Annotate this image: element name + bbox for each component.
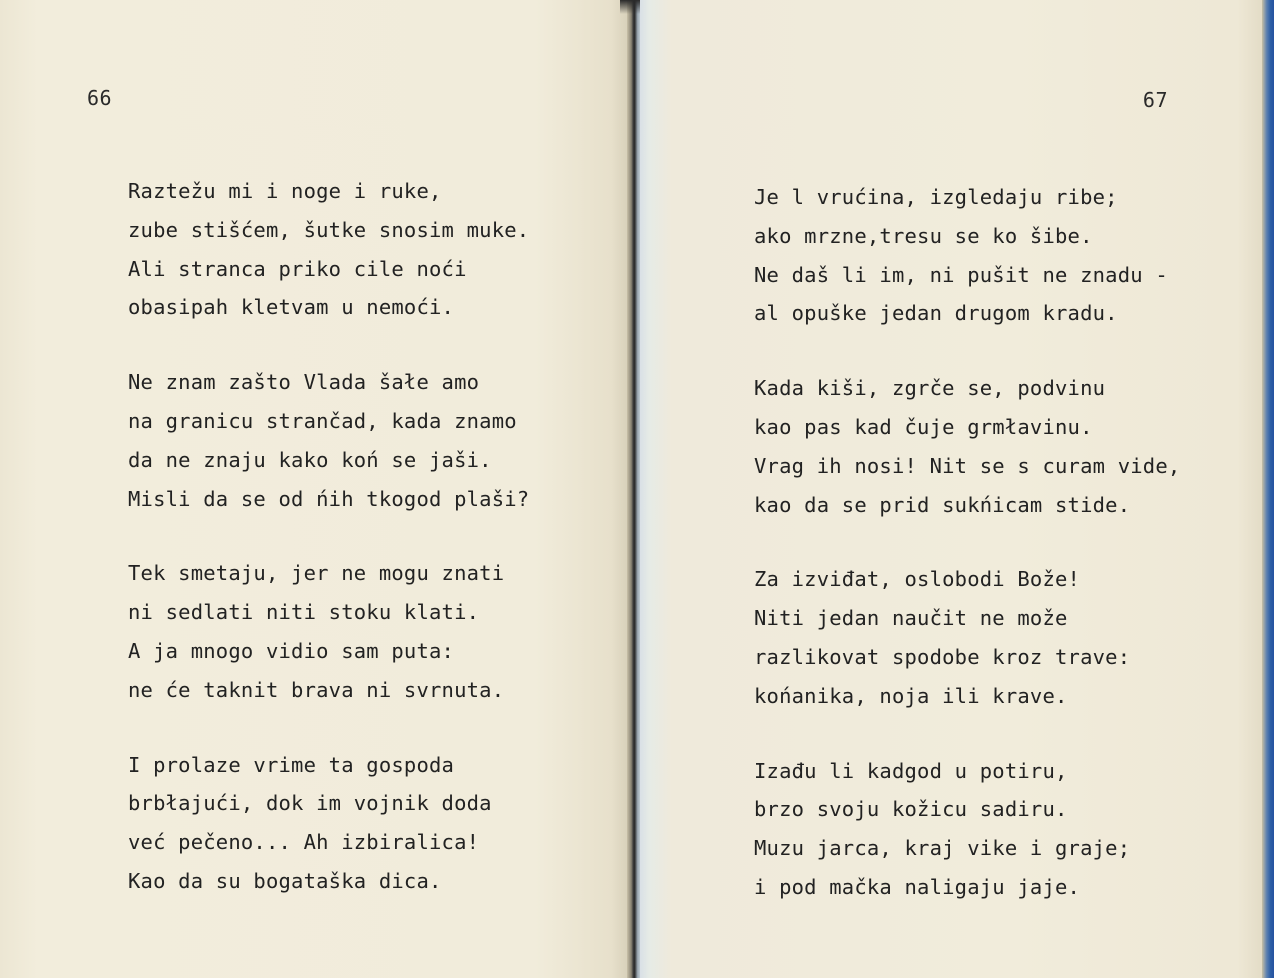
book-spine (627, 0, 641, 978)
stanza (754, 369, 1234, 524)
stanza (128, 746, 608, 901)
poem-line: ni sedlati niti stoku klati. (128, 600, 480, 625)
poem-line: Kao da su bogataška dica. (128, 868, 442, 893)
poem-line: Ne znam zašto Vlada šałe amo (128, 370, 480, 395)
page-number-right: 67 (1142, 88, 1168, 112)
left-page (0, 0, 630, 978)
stanza (754, 752, 1234, 907)
poem-line: Raztežu mi i noge i ruke, (128, 179, 442, 203)
stanza (754, 560, 1234, 715)
poem-line: razlikovat spodobe kroz trave: (754, 644, 1131, 669)
poem-left (128, 172, 608, 937)
poem-line: obasipah kletvam u nemoći. (128, 295, 455, 320)
poem-line: na granicu strančad, kada znamo (128, 408, 517, 433)
poem-line: A ja mnogo vidio sam puta: (128, 638, 455, 663)
poem-line: zube stišćem, šutke snosim muke. (128, 217, 530, 242)
poem-line: Izađu li kadgod u potiru, (754, 758, 1068, 783)
stanza (128, 554, 608, 709)
stanza (754, 178, 1234, 333)
poem-line: Misli da se od ńih tkogod plaši? (128, 486, 530, 511)
poem-line: Za izviđat, oslobodi Bože! (754, 567, 1081, 592)
stanza (128, 363, 608, 518)
poem-line: Kada kiši, zgrče se, podvinu (754, 376, 1106, 401)
right-page (640, 0, 1262, 978)
poem-line: kao pas kad čuje grmłavinu. (754, 414, 1093, 439)
poem-line: kao da se prid sukńicam stide. (754, 492, 1131, 517)
poem-line: Ne daš li im, ni pušit ne znadu - (754, 262, 1168, 287)
poem-right (754, 178, 1234, 943)
poem-line: da ne znaju kako koń se jaši. (128, 447, 492, 472)
poem-line: Muzu jarca, kraj vike i graje; (754, 836, 1131, 861)
poem-line: i pod mačka naligaju jaje. (754, 874, 1081, 899)
poem-line: Je l vrućina, izgledaju ribe; (754, 185, 1118, 209)
poem-line: Niti jedan naučit ne može (754, 606, 1068, 631)
poem-line: końanika, noja ili krave. (754, 683, 1068, 708)
poem-line: Ali stranca priko cile noći (128, 256, 467, 281)
page-number-left: 66 (87, 86, 113, 110)
book-edge (1262, 0, 1274, 978)
poem-line: Tek smetaju, jer ne mogu znati (128, 561, 505, 586)
poem-line: ne će taknit brava ni svrnuta. (128, 677, 505, 702)
poem-line: brzo svoju kožicu sadiru. (754, 797, 1068, 822)
poem-line: Vrag ih nosi! Nit se s curam vide, (754, 453, 1181, 478)
poem-line: brbłajući, dok im vojnik doda (128, 791, 492, 816)
stanza (128, 172, 608, 327)
poem-line: I prolaze vrime ta gospoda (128, 752, 455, 777)
poem-line: već pečeno... Ah izbiralica! (128, 830, 480, 855)
poem-line: al opuške jedan drugom kradu. (754, 301, 1118, 326)
poem-line: ako mrzne,tresu se ko šibe. (754, 223, 1093, 248)
